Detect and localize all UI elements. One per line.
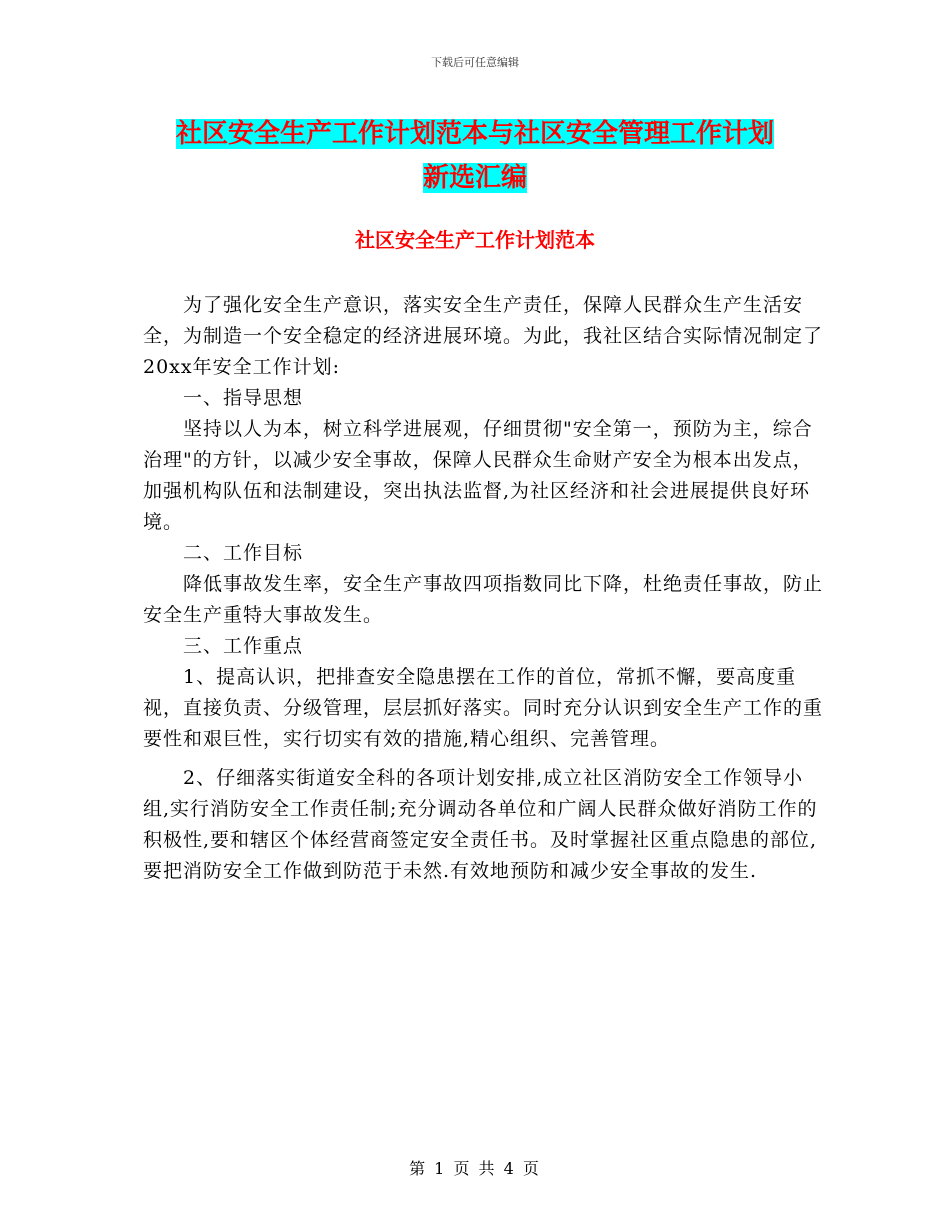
document-title xyxy=(0,112,950,200)
section-title: 社区安全生产工作计划范本 xyxy=(355,228,595,252)
document-title-line-2: 新选汇编 xyxy=(422,163,527,193)
header-note: 下载后可任意编辑 xyxy=(431,56,519,69)
document-title-line-1: 社区安全生产工作计划范本与社区安全管理工作计划 xyxy=(175,119,774,149)
work-focus-item-2: 2、仔细落实街道安全科的各项计划安排,成立社区消防安全工作领导小组,实行消防安全工作责任制;充分调动各单位和广阔人民群众做好消防工作的积极性,要和辖区个体经营商签定安全责任书。及时掌握社区重点隐患的部位,要把消防安全工作做到防范于未然.有效地预防和减少安全事故的发生. xyxy=(143,767,818,882)
work-focus-item-1: 1、提高认识，把排查安全隐患摆在工作的首位，常抓不懈，要高度重视，直接负责、分级管理，层层抓好落实。同时充分认识到安全生产工作的重要性和艰巨性，实行切实有效的措施,精心组织、完善管理。 xyxy=(143,666,824,750)
heading-guiding-ideology: 一、指导思想 xyxy=(183,387,304,409)
guiding-ideology-paragraph: 坚持以人为本，树立科学进展观，仔细贯彻"安全第一，预防为主，综合治理"的方针，以减少安全事故，保障人民群众生命财产安全为根本出发点，加强机构队伍和法制建设，突出执法监督,为社区经济和社会进展提供良好环境。 xyxy=(143,418,813,533)
page-number-footer: 第 1 页 共 4 页 xyxy=(409,1159,541,1178)
work-goals-paragraph: 降低事故发生率，安全生产事故四项指数同比下降，杜绝责任事故，防止安全生产重特大事故发生。 xyxy=(143,573,824,626)
heading-work-goals: 二、工作目标 xyxy=(183,542,304,564)
intro-paragraph: 为了强化安全生产意识，落实安全生产责任，保障人民群众生产生活安全，为制造一个安全稳定的经济进展环境。为此，我社区结合实际情况制定了20xx年安全工作计划: xyxy=(143,294,824,378)
heading-work-focus: 三、工作重点 xyxy=(183,635,304,657)
document-body xyxy=(143,290,828,887)
